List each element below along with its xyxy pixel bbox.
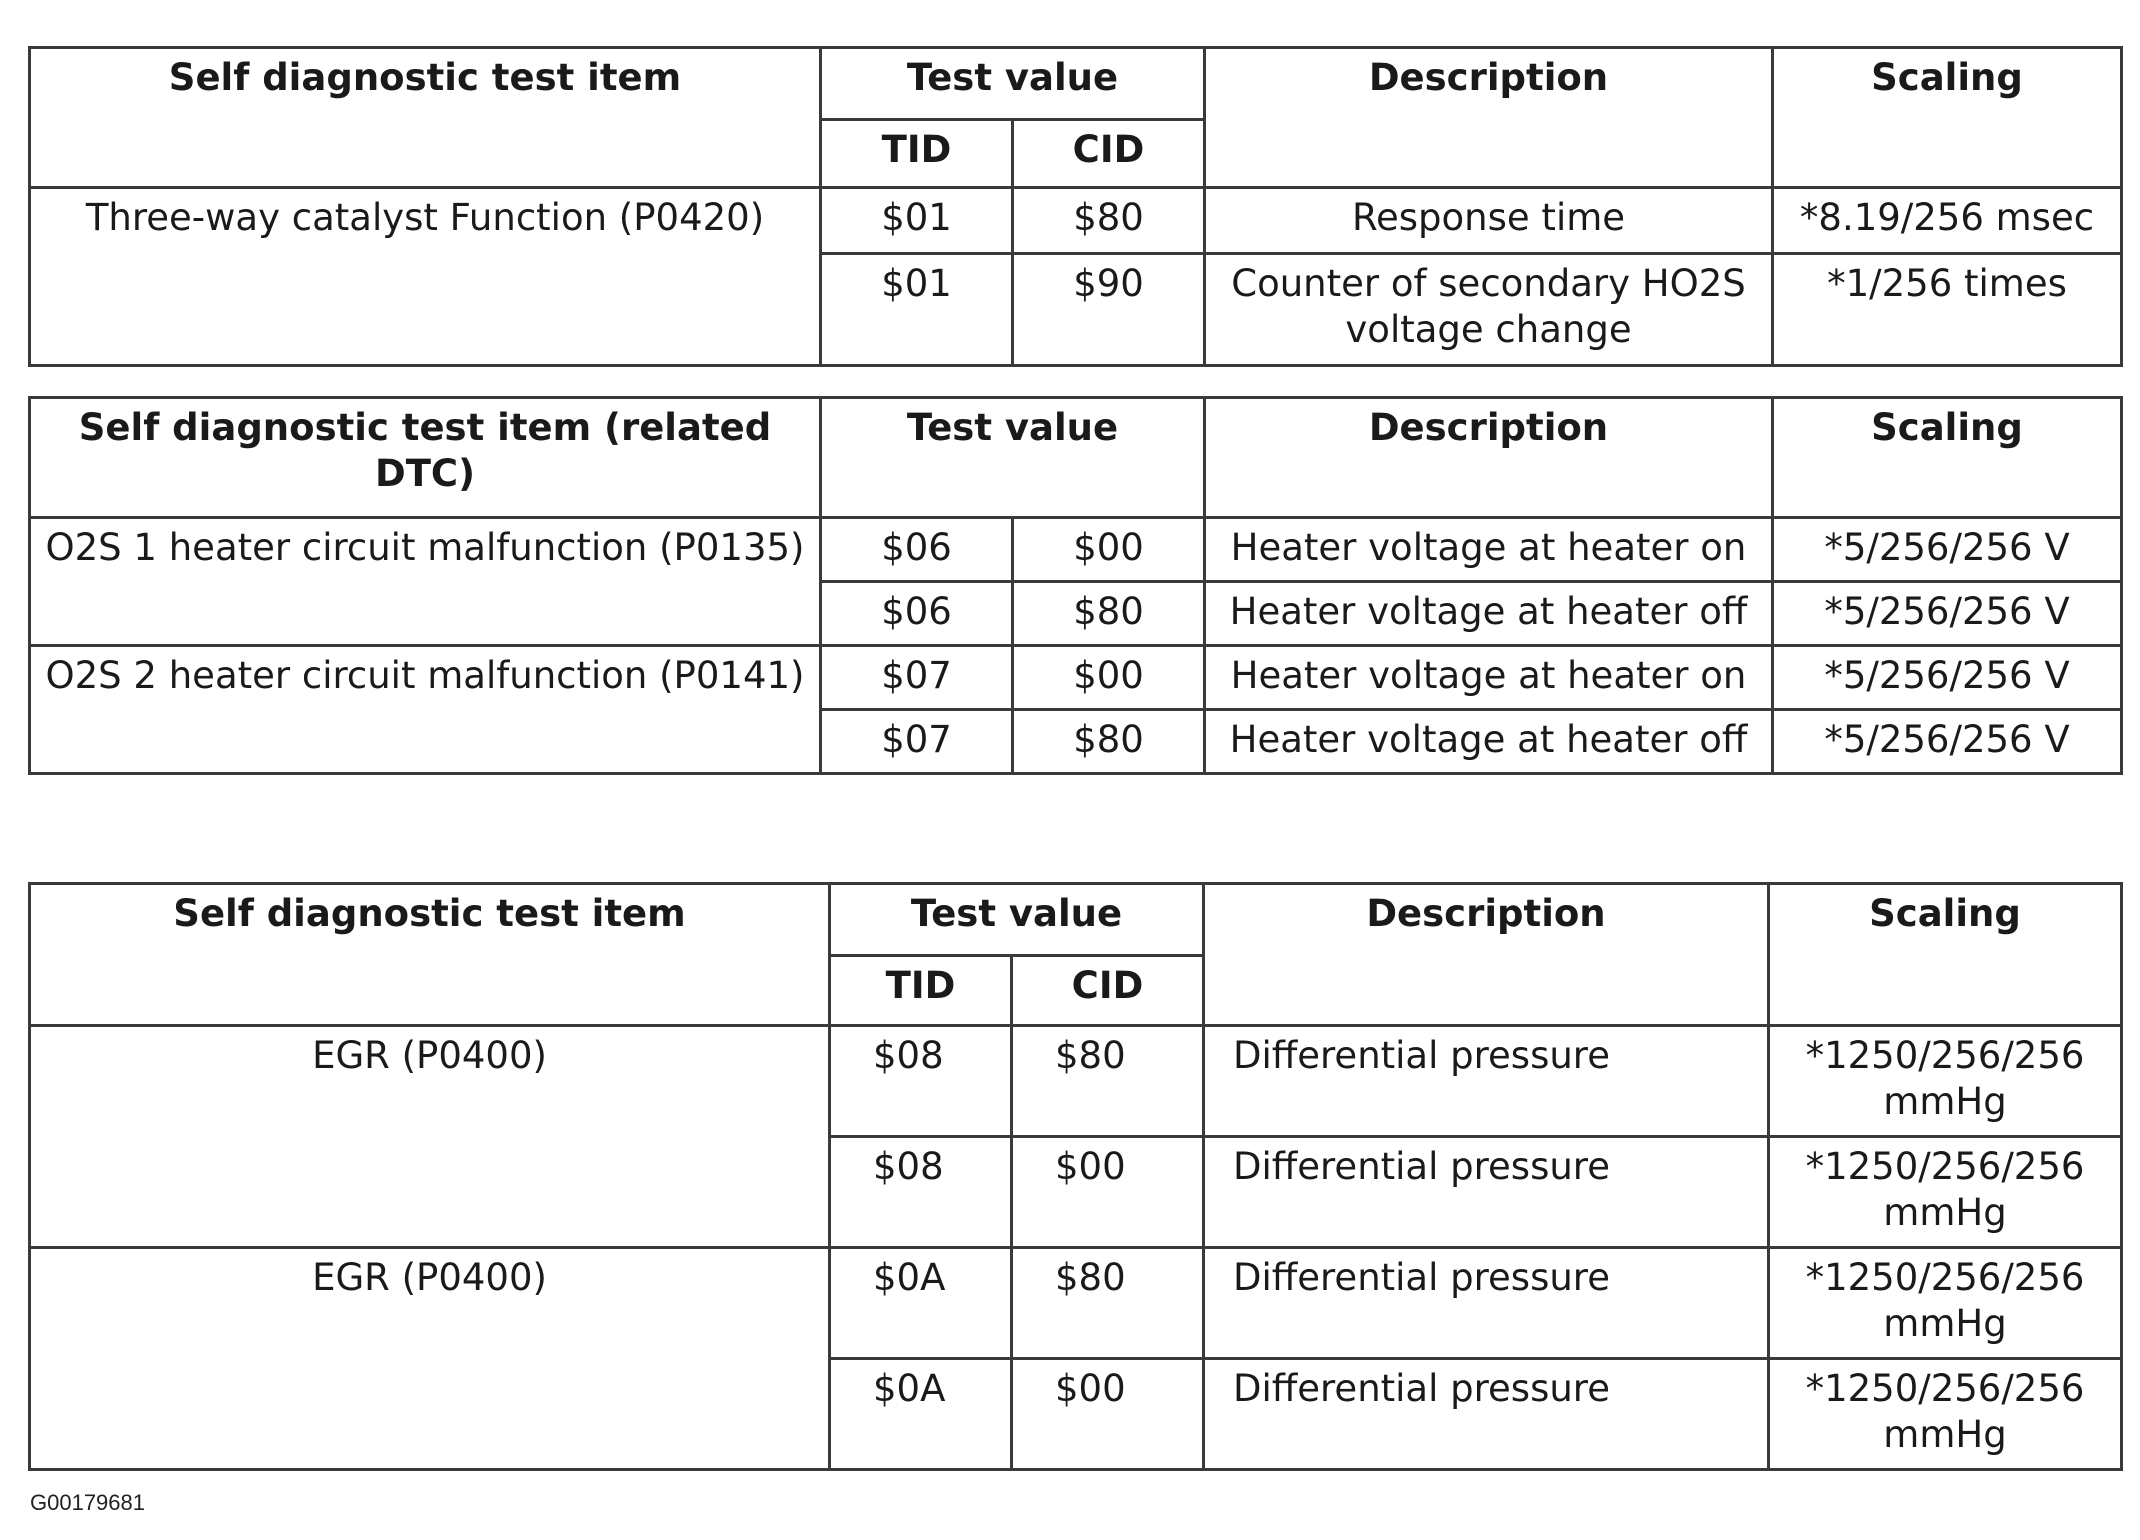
- table-row: [30, 188, 2122, 254]
- header-row: [30, 398, 2122, 518]
- description-cell: Heater voltage at heater off: [1205, 710, 1773, 774]
- cid-cell: $80: [1013, 188, 1205, 254]
- tid-cell: $08: [830, 1026, 1012, 1137]
- item-cell: EGR (P0400): [30, 1026, 830, 1248]
- cid-cell: $00: [1013, 646, 1205, 710]
- table-o2s-heater: [28, 396, 2123, 775]
- tid-cell: $0A: [830, 1359, 1012, 1470]
- header-test-value: Test value: [821, 398, 1205, 518]
- cid-cell: $80: [1013, 582, 1205, 646]
- header-cid: CID: [1012, 956, 1204, 1026]
- tid-cell: $01: [821, 254, 1013, 366]
- description-cell: Heater voltage at heater on: [1205, 646, 1773, 710]
- tid-cell: $01: [821, 188, 1013, 254]
- table-row: [30, 1248, 2122, 1359]
- scaling-cell: *1/256 times: [1773, 254, 2122, 366]
- description-cell: Differential pressure: [1204, 1137, 1769, 1248]
- scaling-cell: *5/256/256 V: [1773, 646, 2122, 710]
- header-item: Self diagnostic test item (related DTC): [30, 398, 821, 518]
- cid-cell: $80: [1013, 710, 1205, 774]
- header-row: [30, 884, 2122, 956]
- header-description: Description: [1204, 884, 1769, 1026]
- tid-cell: $07: [821, 646, 1013, 710]
- header-scaling: Scaling: [1773, 398, 2122, 518]
- item-cell: O2S 1 heater circuit malfunction (P0135): [30, 518, 821, 646]
- description-cell: Response time: [1205, 188, 1773, 254]
- scaling-cell: *5/256/256 V: [1773, 710, 2122, 774]
- header-cid: CID: [1013, 120, 1205, 188]
- tid-cell: $07: [821, 710, 1013, 774]
- scaling-cell: *8.19/256 msec: [1773, 188, 2122, 254]
- scaling-cell: *1250/256/256 mmHg: [1769, 1359, 2122, 1470]
- header-test-value: Test value: [821, 48, 1205, 120]
- header-description: Description: [1205, 48, 1773, 188]
- header-tid: TID: [821, 120, 1013, 188]
- header-item: Self diagnostic test item: [30, 884, 830, 1026]
- header-description: Description: [1205, 398, 1773, 518]
- figure-id: G00179681: [30, 1490, 145, 1515]
- table-egr: [28, 882, 2123, 1471]
- cid-cell: $90: [1013, 254, 1205, 366]
- cid-cell: $00: [1012, 1359, 1204, 1470]
- description-cell: Differential pressure: [1204, 1359, 1769, 1470]
- tid-cell: $06: [821, 582, 1013, 646]
- scaling-cell: *5/256/256 V: [1773, 582, 2122, 646]
- header-test-value: Test value: [830, 884, 1204, 956]
- description-cell: Differential pressure: [1204, 1248, 1769, 1359]
- tid-cell: $06: [821, 518, 1013, 582]
- tid-cell: $08: [830, 1137, 1012, 1248]
- cid-cell: $00: [1012, 1137, 1204, 1248]
- item-cell: O2S 2 heater circuit malfunction (P0141): [30, 646, 821, 774]
- header-row: [30, 48, 2122, 120]
- header-item: Self diagnostic test item: [30, 48, 821, 188]
- header-tid: TID: [830, 956, 1012, 1026]
- cid-cell: $80: [1012, 1026, 1204, 1137]
- scaling-cell: *1250/256/256 mmHg: [1769, 1137, 2122, 1248]
- header-scaling: Scaling: [1773, 48, 2122, 188]
- table-row: [30, 1026, 2122, 1137]
- item-cell: EGR (P0400): [30, 1248, 830, 1470]
- table-row: [30, 646, 2122, 710]
- header-scaling: Scaling: [1769, 884, 2122, 1026]
- scaling-cell: *1250/256/256 mmHg: [1769, 1248, 2122, 1359]
- item-cell: Three-way catalyst Function (P0420): [30, 188, 821, 366]
- table-three-way-catalyst: [28, 46, 2123, 367]
- cid-cell: $80: [1012, 1248, 1204, 1359]
- description-cell: Counter of secondary HO2S voltage change: [1205, 254, 1773, 366]
- cid-cell: $00: [1013, 518, 1205, 582]
- description-cell: Heater voltage at heater on: [1205, 518, 1773, 582]
- description-cell: Differential pressure: [1204, 1026, 1769, 1137]
- scaling-cell: *5/256/256 V: [1773, 518, 2122, 582]
- description-cell: Heater voltage at heater off: [1205, 582, 1773, 646]
- tid-cell: $0A: [830, 1248, 1012, 1359]
- scaling-cell: *1250/256/256 mmHg: [1769, 1026, 2122, 1137]
- table-row: [30, 518, 2122, 582]
